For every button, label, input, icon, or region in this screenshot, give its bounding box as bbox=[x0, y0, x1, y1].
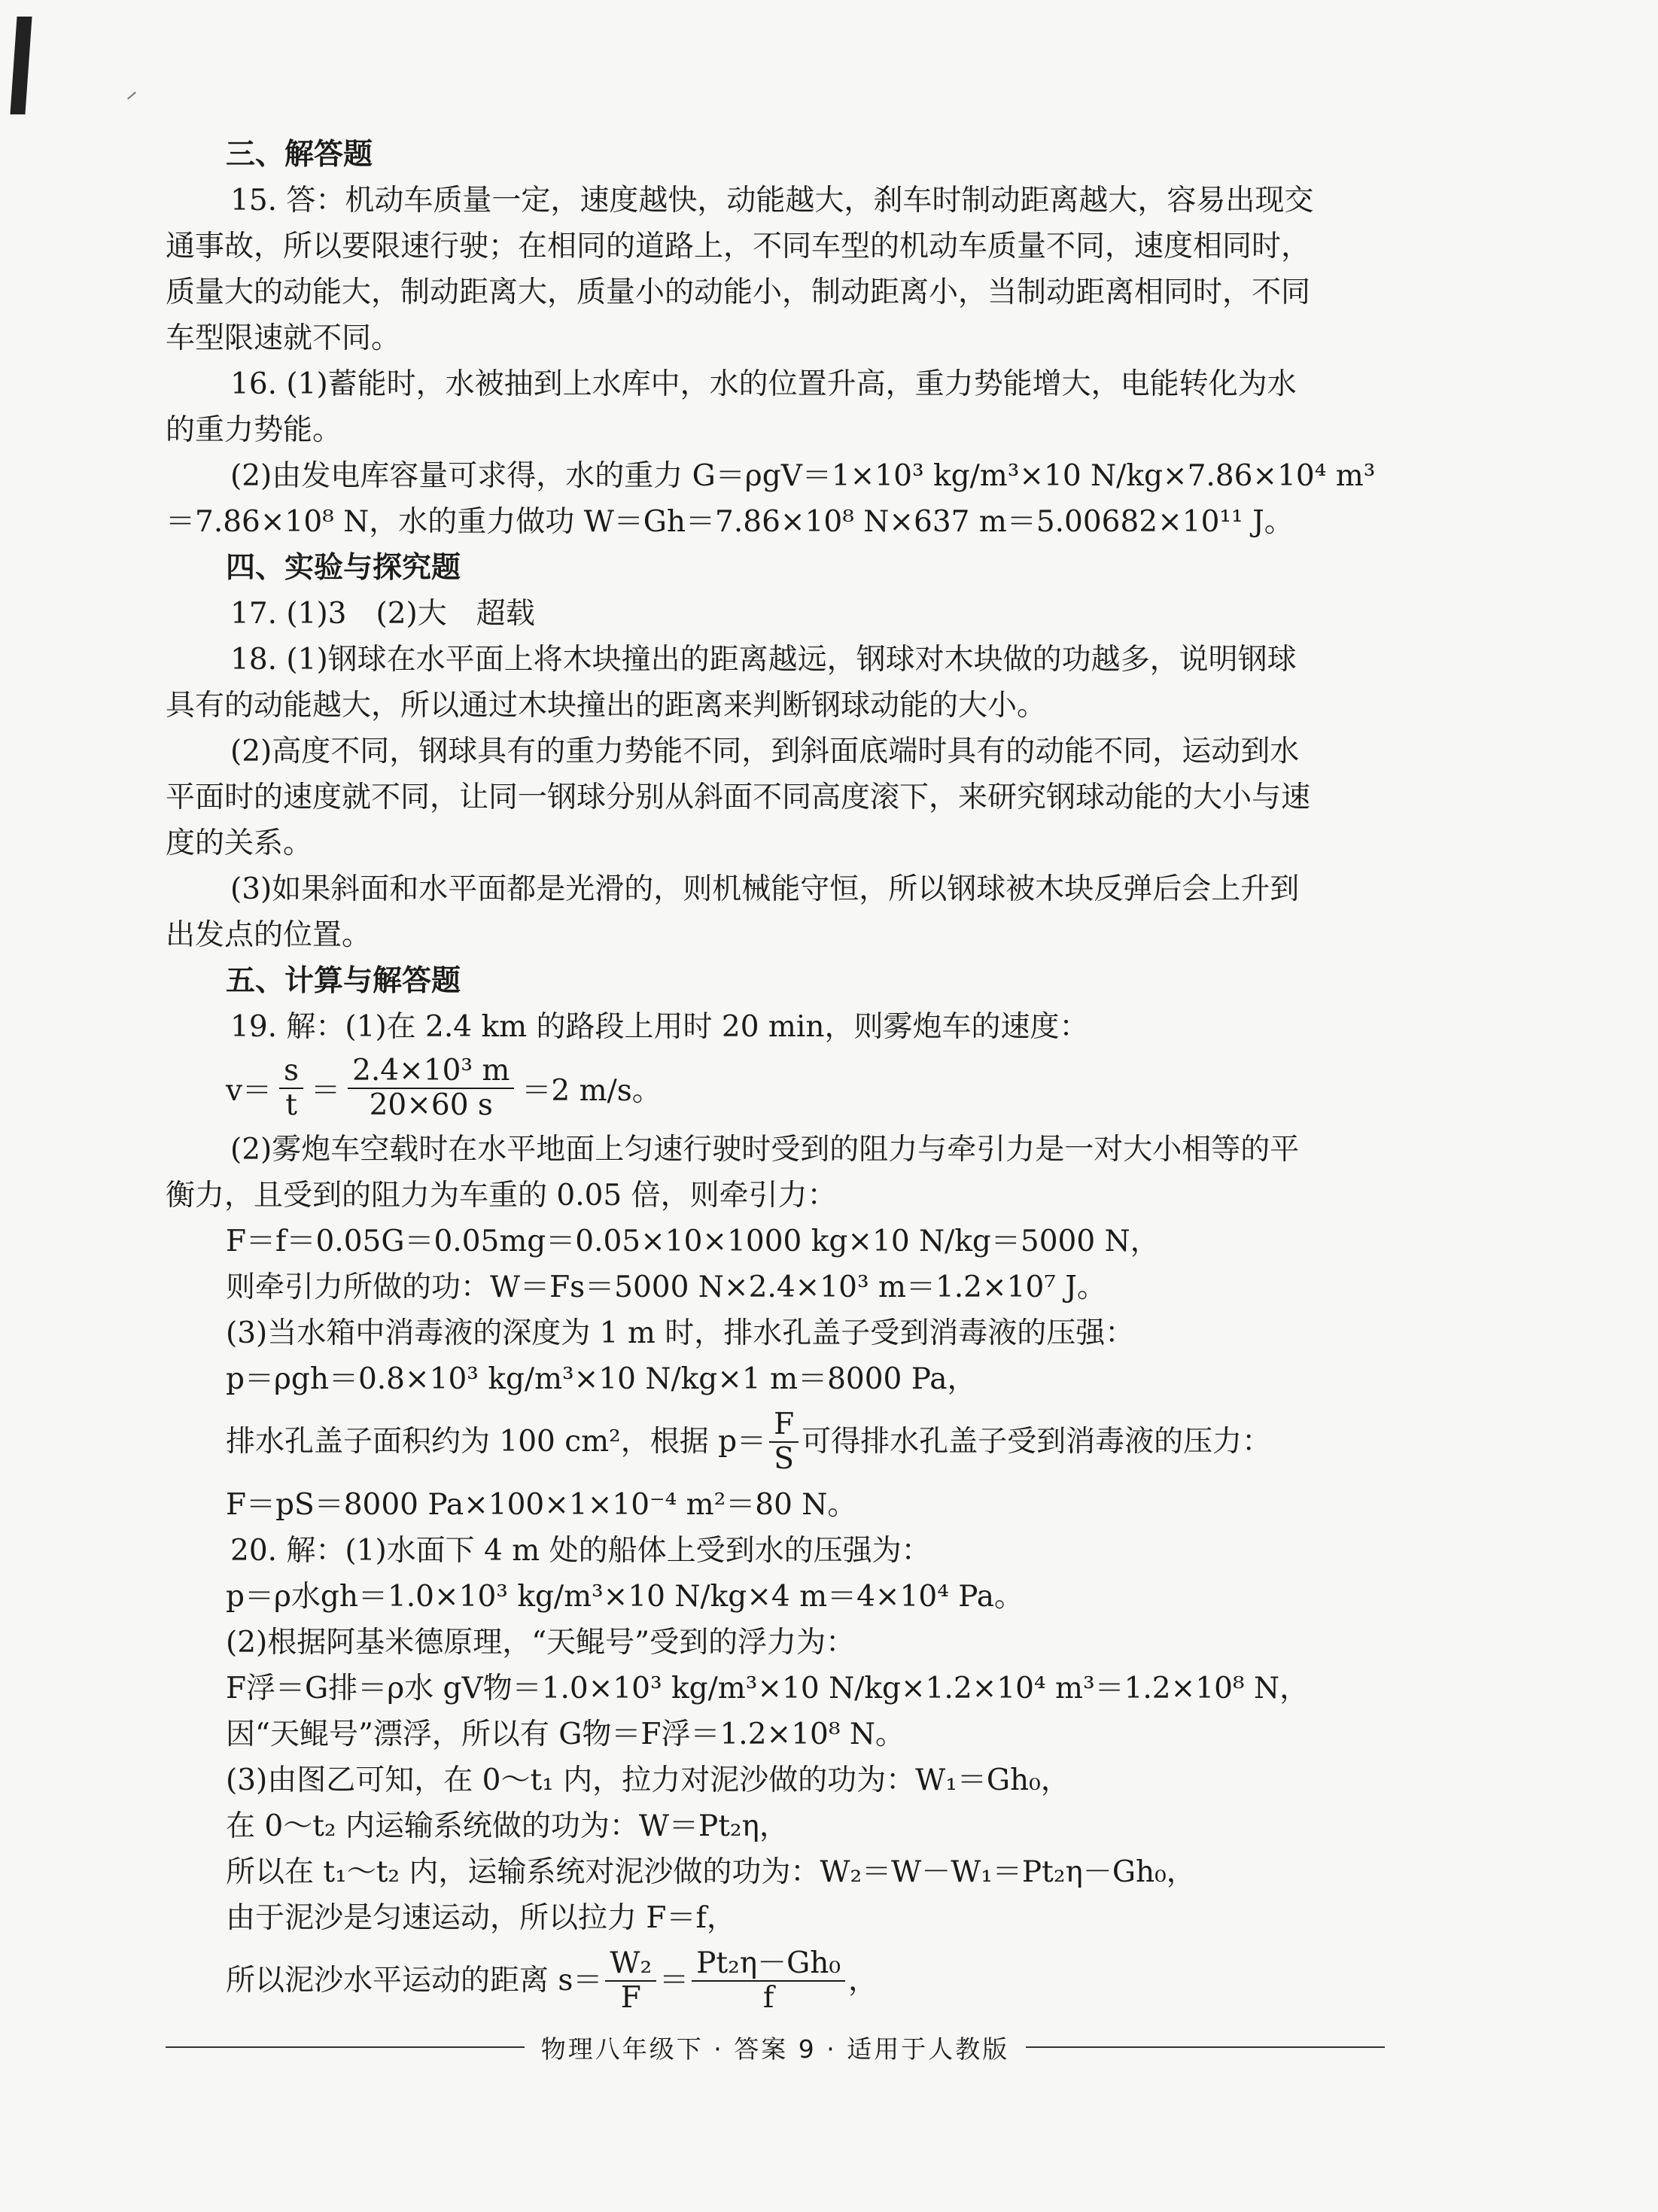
q20-line-10 bbox=[166, 1947, 1400, 2015]
q19-line-10: F＝pS＝8000 Pa×100×1×10⁻⁴ m²＝80 N。 bbox=[226, 1488, 857, 1522]
q20-line-8: 所以在 t₁～t₂ 内，运输系统对泥沙做的功为：W₂＝W－W₁＝Pt₂η－Gh₀， bbox=[226, 1855, 1196, 1889]
fraction-f-over-s bbox=[769, 1408, 799, 1476]
q20-line-5: 因“天鲲号”漂浮，所以有 G物＝F浮＝1.2×10⁸ N。 bbox=[226, 1718, 905, 1751]
answer-content bbox=[166, 132, 1400, 2021]
q20-line-10-end: ， bbox=[848, 1964, 878, 1997]
q18-line-4: 平面时的速度就不同，让同一钢球分别从斜面不同高度滚下，来研究钢球动能的大小与速 bbox=[166, 780, 1311, 814]
fraction-w2-over-f bbox=[605, 1947, 656, 2015]
q19-line-5: F＝f＝0.05G＝0.05mg＝0.05×10×1000 kg×10 N/kg＝5000 N， bbox=[226, 1225, 1160, 1258]
q16-line-2: 的重力势能。 bbox=[166, 413, 342, 447]
q19-line-4: 衡力，且受到的阻力为车重的 0.05 倍，则牵引力： bbox=[166, 1179, 837, 1212]
fraction-denominator: f bbox=[762, 1981, 774, 2015]
q16-line-1: 16. (1)蓄能时，水被抽到上水库中，水的位置升高，重力势能增大，电能转化为水 bbox=[230, 367, 1297, 401]
velocity-lhs: v＝ bbox=[226, 1074, 272, 1108]
velocity-result: ＝2 m/s。 bbox=[522, 1074, 662, 1108]
q15-line-1: 15. 答：机动车质量一定，速度越快，动能越大，刹车时制动距离越大，容易出现交 bbox=[230, 184, 1314, 218]
fraction-s-over-t bbox=[279, 1054, 303, 1122]
fraction-work-over-friction bbox=[692, 1947, 845, 2015]
footer-rule-right bbox=[1026, 2046, 1385, 2048]
section-heading-5: 五、计算与解答题 bbox=[226, 964, 461, 998]
q15-line-4: 车型限速就不同。 bbox=[166, 321, 401, 355]
equals-sign: ＝ bbox=[659, 1964, 689, 1997]
footer-text: 物理八年级下 · 答案 9 · 适用于人教版 bbox=[540, 2034, 1010, 2064]
fraction-numerator: 2.4×10³ m bbox=[348, 1054, 514, 1089]
q18-line-1: 18. (1)钢球在水平面上将木块撞出的距离越远，钢球对木块做的功越多，说明钢球 bbox=[230, 643, 1297, 677]
q18-line-6: (3)如果斜面和水平面都是光滑的，则机械能守恒，所以钢球被木块反弹后会上升到 bbox=[230, 872, 1300, 906]
fraction-denominator: 20×60 s bbox=[369, 1088, 493, 1122]
q16-line-4: ＝7.86×10⁸ N，水的重力做功 W＝Gh＝7.86×10⁸ N×637 m＝5.00682×10¹¹ J。 bbox=[166, 505, 1294, 539]
q20-line-2: p＝ρ水gh＝1.0×10³ kg/m³×10 N/kg×4 m＝4×10⁴ Pa。 bbox=[226, 1580, 1024, 1614]
fraction-denominator: t bbox=[285, 1088, 297, 1122]
section-heading-3: 三、解答题 bbox=[226, 138, 373, 172]
equals-sign: ＝ bbox=[311, 1074, 341, 1108]
fraction-numerator: W₂ bbox=[605, 1947, 656, 1982]
q19-line-9 bbox=[166, 1408, 1400, 1476]
q19-line-9-start: 排水孔盖子面积约为 100 cm²，根据 p＝ bbox=[226, 1425, 767, 1459]
q20-line-6: (3)由图乙可知，在 0～t₁ 内，拉力对泥沙做的功为：W₁＝Gh₀， bbox=[226, 1763, 1070, 1797]
q19-line-9-end: 可得排水孔盖子受到消毒液的压力： bbox=[802, 1425, 1272, 1459]
q19-line-3: (2)雾炮车空载时在水平地面上匀速行驶时受到的阻力与牵引力是一对大小相等的平 bbox=[230, 1133, 1300, 1167]
q15-line-2: 通事故，所以要限速行驶；在相同的道路上，不同车型的机动车质量不同，速度相同时， bbox=[166, 230, 1311, 263]
fraction-denominator: F bbox=[620, 1981, 641, 2015]
q15-line-3: 质量大的动能大，制动距离大，质量小的动能小，制动距离小，当制动距离相同时，不同 bbox=[166, 275, 1311, 309]
q20-line-10-start: 所以泥沙水平运动的距离 s＝ bbox=[226, 1964, 603, 1997]
fraction-denominator: S bbox=[774, 1442, 794, 1476]
q19-line-7: (3)当水箱中消毒液的深度为 1 m 时，排水孔盖子受到消毒液的压强： bbox=[226, 1316, 1135, 1350]
q18-line-5: 度的关系。 bbox=[166, 826, 313, 860]
pen-mark bbox=[127, 92, 136, 100]
q19-line-8: p＝ρgh＝0.8×10³ kg/m³×10 N/kg×1 m＝8000 Pa， bbox=[226, 1362, 977, 1396]
fraction-distance-over-time bbox=[348, 1054, 514, 1122]
fraction-numerator: s bbox=[279, 1054, 303, 1089]
q20-line-4: F浮＝G排＝ρ水 gV物＝1.0×10³ kg/m³×10 N/kg×1.2×10⁴ m³＝1.2×10⁸ N， bbox=[226, 1672, 1310, 1705]
q18-line-3: (2)高度不同，钢球具有的重力势能不同，到斜面底端时具有的动能不同，运动到水 bbox=[230, 735, 1300, 768]
velocity-formula bbox=[166, 1054, 1400, 1122]
scan-edge-mark bbox=[10, 17, 32, 114]
fraction-numerator: Pt₂η－Gh₀ bbox=[692, 1947, 845, 1982]
q16-line-3: (2)由发电库容量可求得，水的重力 G＝ρgV＝1×10³ kg/m³×10 N/kg×7.86×10⁴ m³ bbox=[230, 459, 1376, 493]
section-heading-4: 四、实验与探究题 bbox=[226, 551, 461, 585]
page-footer bbox=[166, 2028, 1385, 2066]
footer-rule-left bbox=[166, 2046, 525, 2048]
q18-line-2: 具有的动能越大，所以通过木块撞出的距离来判断钢球动能的大小。 bbox=[166, 689, 1047, 723]
q19-line-1: 19. 解：(1)在 2.4 km 的路段上用时 20 min，则雾炮车的速度： bbox=[230, 1010, 1089, 1044]
q18-line-7: 出发点的位置。 bbox=[166, 918, 372, 952]
q20-line-7: 在 0～t₂ 内运输系统做的功为：W＝Pt₂η， bbox=[226, 1809, 789, 1843]
q19-line-6: 则牵引力所做的功：W＝Fs＝5000 N×2.4×10³ m＝1.2×10⁷ J。 bbox=[226, 1270, 1106, 1304]
fraction-numerator: F bbox=[769, 1408, 799, 1443]
q17-line-1: 17. (1)3 (2)大 超载 bbox=[230, 597, 535, 631]
q20-line-3: (2)根据阿基米德原理，“天鲲号”受到的浮力为： bbox=[226, 1626, 856, 1660]
q20-line-9: 由于泥沙是匀速运动，所以拉力 F＝f， bbox=[226, 1901, 736, 1935]
q20-line-1: 20. 解：(1)水面下 4 m 处的船体上受到水的压强为： bbox=[230, 1534, 931, 1568]
